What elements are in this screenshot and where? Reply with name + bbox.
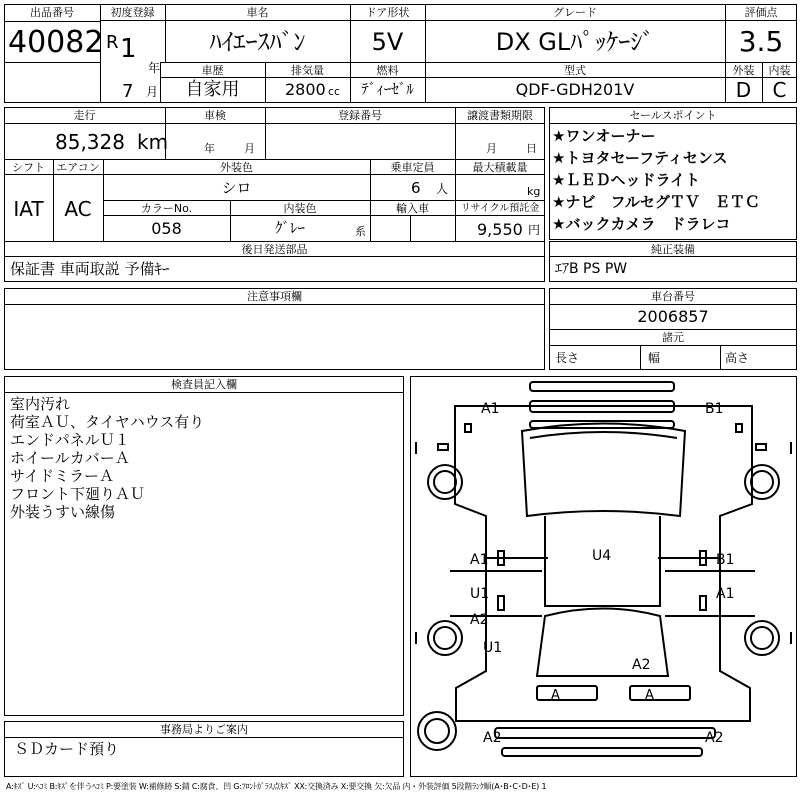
- damage-mark: A: [645, 688, 654, 703]
- damage-mark: U4: [592, 548, 612, 564]
- reg-month-unit: 月: [146, 85, 159, 99]
- history-label: 車歴: [201, 64, 224, 77]
- dim-width: 幅: [648, 351, 661, 365]
- score: 3.5: [738, 25, 784, 58]
- transfer-label: 譲渡書類期限: [467, 109, 533, 122]
- inspect-month-unit: 月: [244, 142, 255, 155]
- car-diagram: [410, 376, 797, 777]
- history: 自家用: [185, 79, 240, 100]
- fuel-label: 燃料: [376, 64, 399, 77]
- damage-mark: A2: [483, 730, 502, 746]
- mileage-unit: km: [137, 130, 169, 154]
- disp-label: 排気量: [291, 64, 324, 77]
- reg-month: 7: [122, 81, 134, 102]
- chassis-number: 2006857: [637, 307, 709, 326]
- damage-mark: B1: [705, 401, 724, 417]
- damage-mark: B1: [716, 552, 735, 568]
- door-type: 5V: [371, 28, 404, 56]
- reg-era: R: [106, 32, 119, 53]
- sales-point: ★バックカメラ ドラレコ: [552, 215, 731, 233]
- mileage-label: 走行: [73, 109, 96, 122]
- door-label: ドア形状: [365, 6, 410, 19]
- inspector-note: フロント下廻りＡＵ: [10, 485, 146, 503]
- score-label: 評価点: [744, 6, 778, 19]
- int-label: 内装: [768, 64, 791, 77]
- later-label: 後日発送部品: [241, 243, 308, 256]
- damage-mark: A2: [632, 657, 651, 673]
- sales-point: ★ナビ フルセグＴＶ ＥＴＣ: [552, 193, 760, 211]
- inspector-note: 外装うすい線傷: [10, 503, 116, 521]
- damage-mark: A: [551, 688, 560, 703]
- sales-point: ★トヨタセーフティセンス: [552, 149, 728, 167]
- recycle-fee: 9,550: [477, 220, 523, 239]
- recycle-unit: 円: [528, 223, 541, 237]
- sales-point: ★ワンオーナー: [552, 127, 656, 145]
- inspector-note: 荷室ＡＵ、タイヤハウス有り: [10, 413, 205, 431]
- damage-mark: A2: [470, 612, 489, 628]
- legend: A:ｷｽﾞ U:ﾍｺﾐ B:ｷｽﾞを伴うﾍｺﾐ P:要塗装 W:補修跡 S:錆 C:腐食、凹 G:ﾌﾛﾝﾄｶﾞﾗｽ点ｷｽﾞ XX:交換済み X:要交換 欠:欠品 内・外装評価 5段階ﾗﾝｸ順(A･B･C･D･E) 1: [6, 782, 547, 791]
- ac-label: エアコン: [56, 161, 100, 174]
- damage-mark: U1: [483, 640, 503, 656]
- shift-label: シフト: [12, 161, 45, 174]
- office-note: ＳＤカード預り: [14, 740, 120, 758]
- dim-length: 長さ: [555, 351, 580, 365]
- transfer-day-unit: 日: [526, 142, 537, 155]
- sales-label: セールスポイント: [629, 109, 717, 122]
- import-label: 輸入車: [396, 202, 429, 215]
- colorno-label: カラーNo.: [140, 202, 193, 215]
- interior-color: ｸﾞﾚｰ: [274, 219, 305, 237]
- displacement: 2800: [285, 80, 326, 99]
- load-label: 最大積載量: [472, 161, 528, 174]
- seats-label: 乗車定員: [390, 161, 435, 174]
- disp-unit: cc: [328, 85, 341, 98]
- equip-value: ｴｱB PS PW: [555, 261, 628, 277]
- intcolor-unit: 系: [355, 225, 366, 238]
- reg-year-unit: 年: [148, 61, 161, 75]
- damage-mark: U1: [470, 586, 490, 602]
- ac: AC: [64, 197, 92, 221]
- name-label: 車名: [246, 6, 269, 19]
- damage-mark: A1: [481, 401, 500, 417]
- plate-label: 登録番号: [338, 109, 382, 122]
- int-grade: C: [772, 78, 787, 102]
- mileage: 85,328: [55, 130, 125, 154]
- inspector-note: エンドパネルＵ１: [10, 431, 130, 449]
- damage-mark: A2: [705, 730, 724, 746]
- seats-unit: 人: [436, 182, 449, 196]
- grade: DX GLﾊﾟｯｹｰｼﾞ: [495, 28, 655, 56]
- transfer-month-unit: 月: [486, 142, 497, 155]
- exterior-color: シロ: [221, 179, 252, 197]
- damage-mark: A1: [716, 586, 735, 602]
- ext-grade: D: [735, 78, 752, 102]
- office-label: 事務局よりご案内: [160, 723, 248, 736]
- inspect-label: 車検: [204, 109, 226, 122]
- fuel: ﾃﾞｨｰｾﾞﾙ: [361, 80, 414, 98]
- damage-mark: A1: [470, 552, 489, 568]
- notes-label: 注意事項欄: [247, 290, 302, 303]
- inspector-note: ホイールカバーＡ: [10, 449, 130, 467]
- inspector-note: 室内汚れ: [10, 395, 71, 413]
- inspector-label: 検査員記入欄: [171, 378, 237, 391]
- sales-point: ★ＬＥＤヘッドライト: [552, 171, 700, 189]
- reg-label: 初度登録: [110, 6, 155, 19]
- model-label: 型式: [564, 64, 586, 77]
- lot-number: 40082: [8, 25, 104, 60]
- lot-label: 出品番号: [30, 6, 74, 19]
- model-code: QDF-GDH201V: [515, 80, 635, 99]
- grade-label: グレード: [553, 6, 597, 19]
- equip-label: 純正装備: [651, 243, 695, 256]
- reg-year: 1: [120, 34, 137, 64]
- inspector-note: サイドミラーＡ: [10, 467, 114, 485]
- inspect-year-unit: 年: [204, 142, 215, 155]
- shift: IAT: [13, 197, 44, 221]
- intcolor-label: 内装色: [283, 202, 317, 215]
- dim-height: 高さ: [725, 351, 750, 365]
- car-name: ﾊｲｴｰｽﾊﾞﾝ: [209, 28, 306, 56]
- later-parts: 保証書 車両取説 予備ｷｰ: [10, 260, 170, 278]
- recycle-label: リサイクル預託金: [460, 203, 540, 214]
- seats: 6: [411, 179, 421, 197]
- color-label: 外装色: [220, 161, 253, 174]
- color-number: 058: [151, 219, 182, 238]
- chassis-label: 車台番号: [651, 290, 695, 303]
- ext-label: 外装: [732, 64, 755, 77]
- dims-label: 諸元: [662, 331, 684, 344]
- load-unit: kg: [527, 185, 541, 198]
